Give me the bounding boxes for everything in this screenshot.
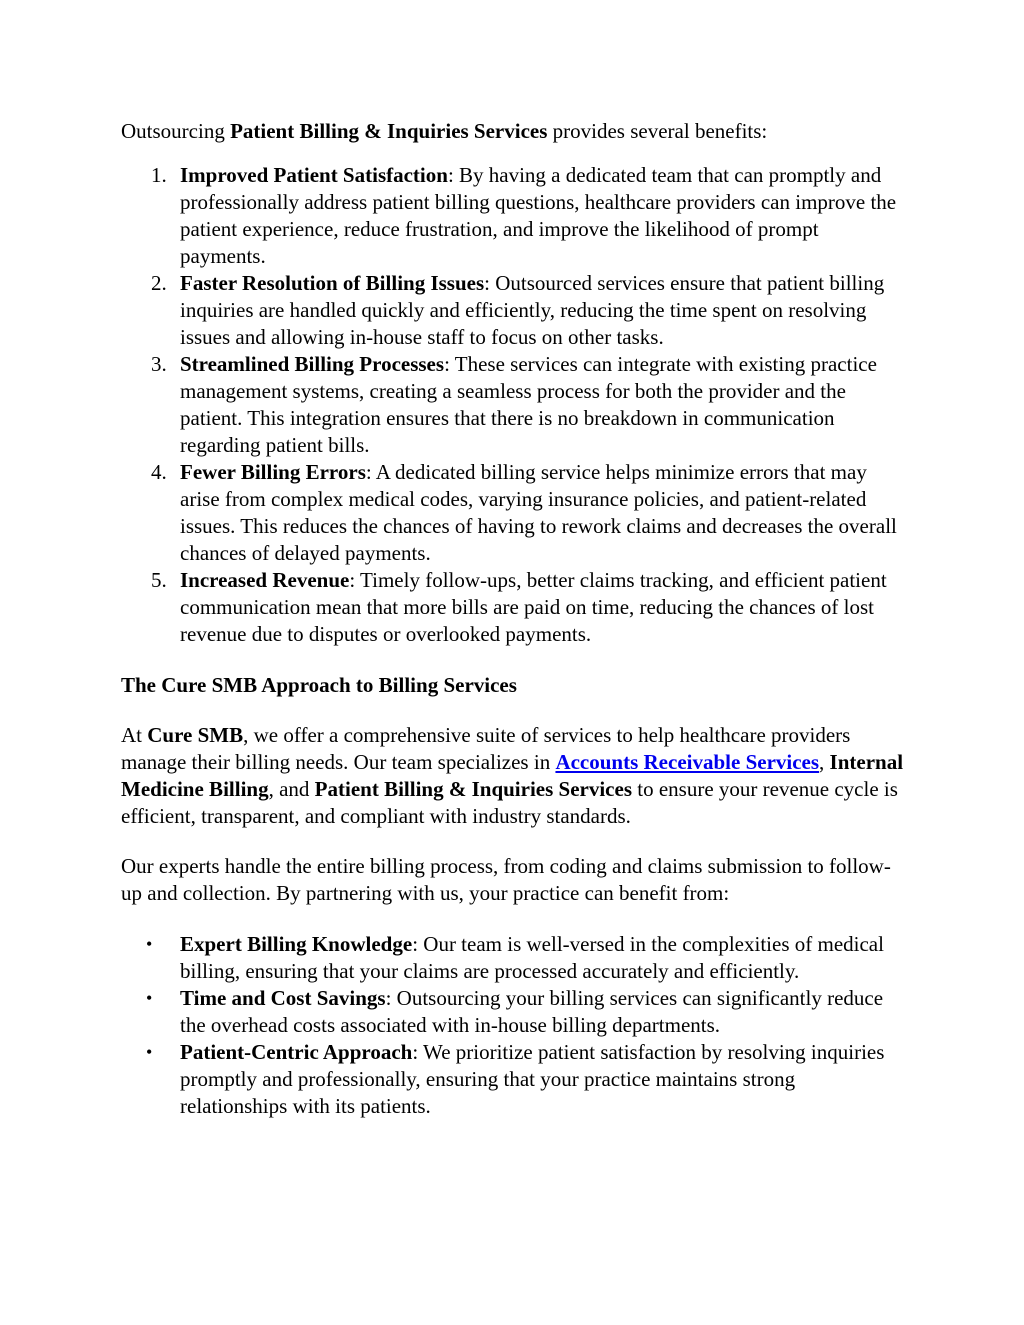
benefits-list — [121, 162, 906, 648]
approach-text: , we offer a comprehensive suite of services to help healthcare providers manage their billing needs. Our team specializes in — [121, 723, 851, 774]
accounts-receivable-link[interactable]: Accounts Receivable Services — [555, 750, 820, 774]
list-item-title: Fewer Billing Errors — [180, 460, 366, 484]
perks-list — [121, 931, 906, 1120]
list-item-text: : A dedicated billing service helps minimize errors that may arise from complex medical codes, varying insurance policies, and patient-related issues. This reduces the chances of having to rework claims and decreases the overall chances of delayed payments. — [180, 460, 897, 565]
intro-paragraph — [121, 118, 906, 145]
approach-text: , — [819, 750, 830, 774]
intro-prefix: Outsourcing — [121, 119, 231, 143]
section-heading: The Cure SMB Approach to Billing Services — [121, 673, 517, 697]
list-item-title: Faster Resolution of Billing Issues — [180, 271, 485, 295]
list-item-text: : Outsourcing your billing services can significantly reduce the overhead costs associated with in-house billing departments. — [180, 986, 884, 1037]
list-item-title: Improved Patient Satisfaction — [180, 163, 448, 187]
list-item — [121, 985, 906, 1039]
list-item — [121, 931, 906, 985]
list-item-title: Streamlined Billing Processes — [180, 352, 445, 376]
list-item-text: : These services can integrate with existing practice management systems, creating a seamless process for both the provider and the patient. This integration ensures that there is no breakdown in communication regarding patient bills. — [180, 352, 877, 457]
list-item-text: : Our team is well-versed in the complexities of medical billing, ensuring that your claims are processed accurately and efficiently. — [180, 932, 884, 983]
company-name: Cure SMB — [147, 723, 244, 747]
intro-bold: Patient Billing & Inquiries Services — [230, 119, 548, 143]
list-number: 5. — [151, 568, 167, 592]
approach-paragraph — [121, 722, 906, 830]
list-item — [121, 567, 906, 648]
document-page — [121, 118, 906, 1120]
service-name: Patient Billing & Inquiries Services — [314, 777, 632, 801]
list-item-text: : Outsourced services ensure that patient billing inquiries are handled quickly and efficiently, reducing the time spent on resolving issues and allowing in-house staff to focus on other tasks. — [180, 271, 885, 349]
approach-text: to ensure your revenue cycle is efficient, transparent, and compliant with industry standards. — [121, 777, 898, 828]
list-number: 4. — [151, 460, 167, 484]
list-number: 3. — [151, 352, 167, 376]
approach-text: At — [121, 723, 148, 747]
bullet-icon: • — [146, 934, 153, 954]
list-number: 2. — [151, 271, 167, 295]
service-name: Internal Medicine Billing — [121, 750, 904, 801]
list-item — [121, 351, 906, 459]
list-item — [121, 162, 906, 270]
list-item-title: Increased Revenue — [180, 568, 350, 592]
list-item-title: Time and Cost Savings — [180, 986, 386, 1010]
list-item — [121, 270, 906, 351]
list-number: 1. — [151, 163, 167, 187]
list-item-title: Expert Billing Knowledge — [180, 932, 413, 956]
experts-paragraph: Our experts handle the entire billing process, from coding and claims submission to follow-up and collection. By partnering with us, your practice can benefit from: — [121, 854, 891, 905]
list-item-title: Patient-Centric Approach — [180, 1040, 413, 1064]
intro-suffix: provides several benefits: — [547, 119, 768, 143]
list-item — [121, 459, 906, 567]
list-item-text: : Timely follow-ups, better claims tracking, and efficient patient communication mean that more bills are paid on time, reducing the chances of lost revenue due to disputes or overlooked payments. — [180, 568, 887, 646]
list-item — [121, 1039, 906, 1120]
list-item-text: : By having a dedicated team that can promptly and professionally address patient billing questions, healthcare providers can improve the patient experience, reduce frustration, and improve the likelihood of prompt payments. — [180, 163, 897, 268]
bullet-icon: • — [146, 1042, 153, 1062]
bullet-icon: • — [146, 988, 153, 1008]
approach-text: , and — [268, 777, 315, 801]
list-item-text: : We prioritize patient satisfaction by resolving inquiries promptly and professionally, ensuring that your practice maintains strong relationships with its patients. — [180, 1040, 885, 1118]
